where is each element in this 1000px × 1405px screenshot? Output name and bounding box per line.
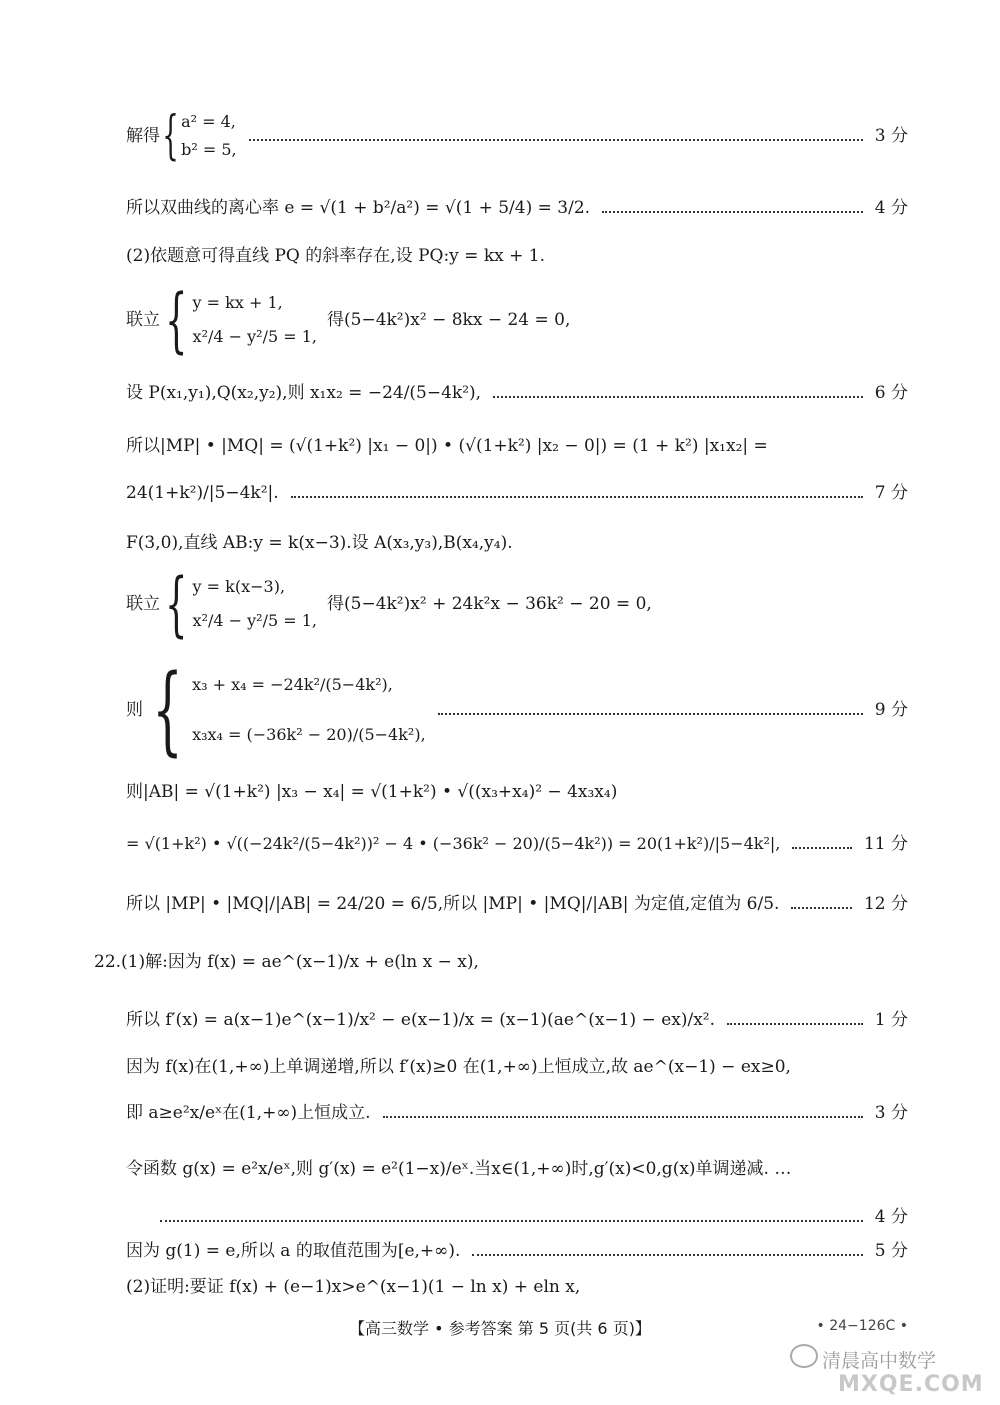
line-text: 即 a≥e²x/eˣ在(1,+∞)上恒成立.	[126, 1102, 371, 1123]
line-text: F(3,0),直线 AB:y = k(x−3).设 A(x₃,y₃),B(x₄,y₄).	[126, 532, 513, 553]
score: 3 分	[874, 125, 908, 146]
dot-leader	[291, 496, 863, 498]
line-text: 因为 g(1) = e,所以 a 的取值范围为[e,+∞).	[126, 1240, 461, 1261]
line-text: 得(5−4k²)x² + 24k²x − 36k² − 20 = 0,	[327, 593, 652, 614]
line-text: 联立	[126, 309, 160, 330]
line-system-ab	[126, 563, 908, 645]
dot-leader	[792, 847, 852, 849]
system-row: x²/4 − y²/5 = 1,	[192, 327, 317, 346]
dot-leader	[249, 139, 863, 141]
line-a-range	[126, 1240, 908, 1262]
line-text: 则	[126, 699, 143, 720]
score: 9 分	[874, 699, 908, 720]
line-g-function	[126, 1152, 908, 1186]
system	[192, 677, 426, 743]
system-row: b² = 5,	[181, 140, 237, 159]
wechat-icon	[790, 1344, 818, 1368]
line-text: 24(1+k²)/|5−4k²|.	[126, 482, 279, 503]
system-row: x²/4 − y²/5 = 1,	[192, 611, 317, 630]
system-row: x₃ + x₄ = −24k²/(5−4k²),	[192, 675, 393, 694]
line-mp-mq	[126, 435, 908, 457]
system-row: x₃x₄ = (−36k² − 20)/(5−4k²),	[192, 725, 426, 744]
system-row: y = k(x−3),	[192, 577, 286, 596]
line-text: 设 P(x₁,y₁),Q(x₂,y₂),则 x₁x₂ = −24/(5−4k²),	[126, 382, 482, 403]
watermark-text: 清晨高中数学	[822, 1350, 937, 1372]
line-text: = √(1+k²) • √((−24k²/(5−4k²))² − 4 • (−36k² − 20)/(5−4k²)) = 20(1+k²)/|5−4k²|,	[126, 834, 781, 853]
line-ab-setup	[126, 532, 908, 554]
line-monotonic	[126, 1056, 908, 1078]
system-row: a² = 4,	[181, 112, 236, 131]
dot-leader	[438, 713, 863, 715]
line-text: 所以|MP| • |MQ| = (√(1+k²) |x₁ − 0|) • (√(1+k²) |x₂ − 0|) = (1 + k²) |x₁x₂| =	[126, 435, 768, 456]
line-part2-proof	[126, 1276, 908, 1298]
watermark-domain: MXQE.COM	[838, 1372, 984, 1397]
line-text: 22.(1)解:因为 f(x) = ae^(x−1)/x + e(ln x − x),	[94, 951, 479, 972]
system	[193, 579, 317, 629]
line-text: 所以 |MP| • |MQ|/|AB| = 24/20 = 6/5,所以 |MP| • |MQ|/|AB| 为定值,定值为 6/5.	[126, 893, 780, 914]
line-ratio-constant	[126, 886, 908, 922]
paper-code: • 24−126C •	[816, 1318, 908, 1334]
line-derivative	[126, 1003, 908, 1037]
score: 12 分	[863, 893, 908, 914]
brace: {	[165, 563, 188, 645]
score: 7 分	[874, 482, 908, 503]
line-a-inequality	[126, 1096, 908, 1130]
line-text: 所以 f′(x) = a(x−1)e^(x−1)/x² − e(x−1)/x = (x−1)(ae^(x−1) − ex)/x².	[126, 1009, 716, 1030]
brace: {	[152, 654, 183, 766]
line-score-4	[160, 1206, 908, 1228]
line-text: 联立	[126, 593, 160, 614]
system	[193, 295, 317, 345]
line-q22-intro	[94, 946, 908, 978]
line-solve-ab	[126, 106, 908, 166]
line-eccentricity	[126, 195, 908, 221]
score: 4 分	[874, 1206, 908, 1227]
dot-leader	[472, 1254, 862, 1256]
line-text: 则|AB| = √(1+k²) |x₃ − x₄| = √(1+k²) • √((x₃+x₄)² − 4x₃x₄)	[126, 781, 618, 802]
dot-leader	[727, 1023, 863, 1025]
score: 6 分	[874, 382, 908, 403]
score: 5 分	[874, 1240, 908, 1261]
line-text: (2)依题意可得直线 PQ 的斜率存在,设 PQ:y = kx + 1.	[126, 245, 545, 266]
line-system-pq	[126, 279, 908, 361]
system-row: y = kx + 1,	[192, 293, 283, 312]
score: 4 分	[874, 197, 908, 218]
brace: {	[165, 279, 188, 361]
line-text: 因为 f(x)在(1,+∞)上单调递增,所以 f′(x)≥0 在(1,+∞)上恒成立,故 ae^(x−1) − ex≥0,	[126, 1056, 791, 1077]
dot-leader	[160, 1220, 863, 1222]
score: 1 分	[874, 1009, 908, 1030]
score: 3 分	[874, 1102, 908, 1123]
line-ab-length-result	[126, 826, 908, 862]
line-text: (2)证明:要证 f(x) + (e−1)x>e^(x−1)(1 − ln x) + eln x,	[126, 1276, 581, 1297]
page-footer: 【高三数学 • 参考答案 第 5 页(共 6 页)】	[349, 1319, 651, 1338]
dot-leader	[791, 907, 852, 909]
dot-leader	[493, 396, 863, 398]
line-vieta-pq	[126, 380, 908, 406]
brace: {	[162, 106, 179, 166]
line-text: 令函数 g(x) = e²x/eˣ,则 g′(x) = e²(1−x)/eˣ.当x∈(1,+∞)时,g′(x)<0,g(x)单调递减. …	[126, 1158, 792, 1179]
line-part2-intro	[126, 245, 908, 267]
system	[181, 114, 237, 158]
line-text: 所以双曲线的离心率 e = √(1 + b²/a²) = √(1 + 5/4) = 3/2.	[126, 197, 591, 218]
line-mp-mq-result	[126, 478, 908, 508]
dot-leader	[383, 1116, 863, 1118]
line-ab-length	[126, 780, 908, 804]
score: 11 分	[863, 833, 908, 854]
line-vieta-ab	[126, 654, 908, 766]
line-text: 得(5−4k²)x² − 8kx − 24 = 0,	[327, 309, 571, 330]
line-text: 解得	[126, 125, 160, 146]
dot-leader	[602, 211, 863, 213]
